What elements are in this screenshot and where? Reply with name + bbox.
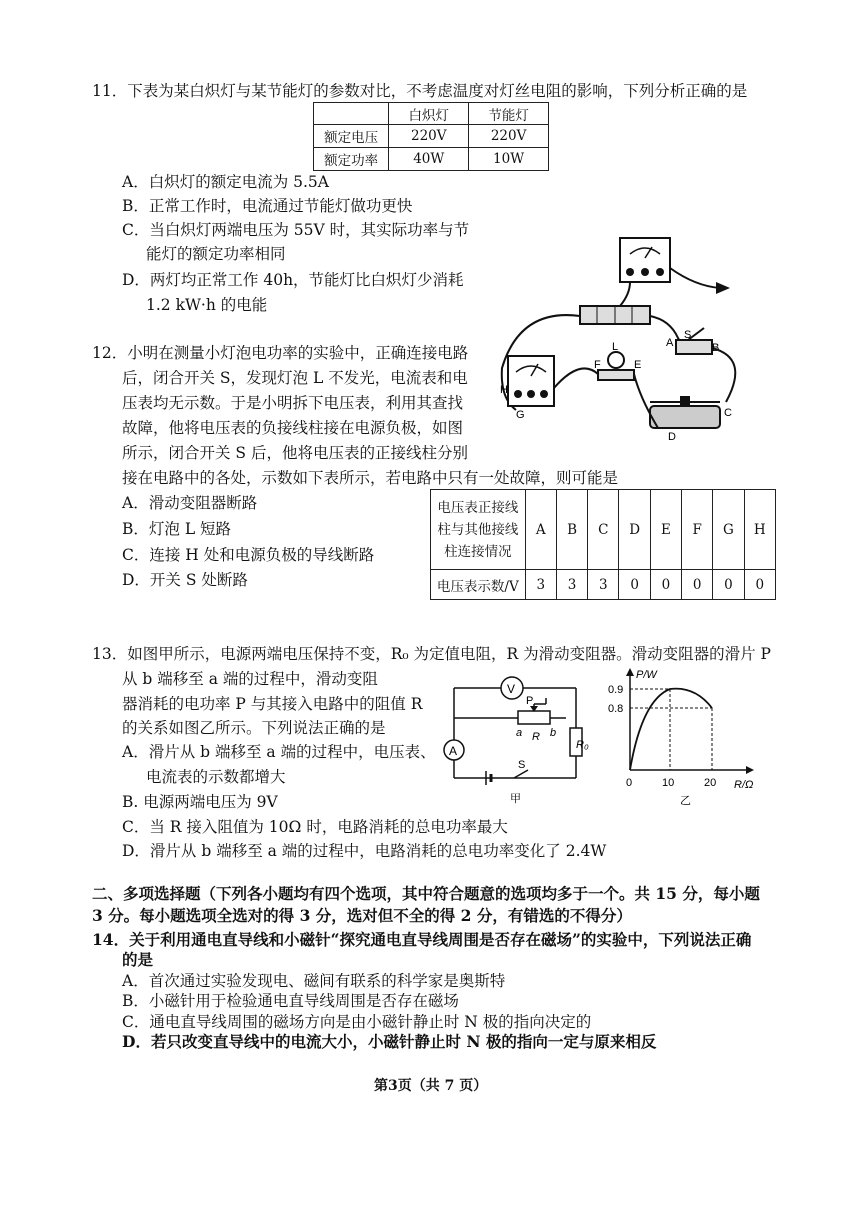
q13-circuit-jia (436, 668, 596, 808)
y-axis-label: P/W (636, 669, 657, 681)
q14-option-d: D．若只改变直导线中的电流大小，小磁针静止时 N 极的指向一定与原来相反 (122, 1032, 657, 1051)
label-c: C (724, 407, 732, 419)
q12-table-value: 0 (744, 570, 775, 600)
q11-table (313, 102, 549, 171)
q12-option-d: D．开关 S 处断路 (122, 571, 248, 589)
label-g: G (516, 409, 525, 421)
q13-option-c: C．当 R 接入阻值为 10Ω 时，电路消耗的总电功率最大 (122, 818, 508, 836)
label-f: F (594, 359, 601, 371)
label-b-end: b (550, 727, 557, 739)
q12-table-col: H (744, 490, 775, 570)
q11-table-cell: 额定电压 (314, 125, 389, 148)
label-h: H (500, 384, 508, 396)
q13-stem-2: 从 b 端移至 a 端的过程中，滑动变阻 (122, 670, 378, 688)
q12-voltage-table (430, 489, 776, 600)
q12-table-col: G (713, 490, 744, 570)
q13-option-b: B. 电源两端电压为 9V (122, 793, 278, 811)
q11-option-c: C．当白炽灯两端电压为 55V 时，其实际功率与节 (122, 221, 470, 239)
q12-table-col: E (650, 490, 681, 570)
q11-stem: 11．下表为某白炽灯与某节能灯的参数对比，不考虑温度对灯丝电阻的影响，下列分析正确的是 (92, 82, 748, 100)
q11-option-a: A．白炽灯的额定电流为 5.5A (122, 173, 329, 191)
q11-table-cell: 220V (469, 125, 549, 148)
q14-option-c: C．通电直导线周围的磁场方向是由小磁针静止时 N 极的指向决定的 (122, 1013, 592, 1031)
q12-table-col: B (556, 490, 587, 570)
q12-stem-5: 所示，闭合开关 S 后，他将电压表的正接线柱分别 (122, 444, 468, 462)
label-s: S (684, 329, 692, 341)
q11-table-header: 白炽灯 (389, 103, 469, 125)
q11-option-b: B．正常工作时，电流通过节能灯做功更快 (122, 197, 413, 215)
label-v: V (507, 682, 516, 696)
label-a-end: a (516, 727, 523, 739)
q12-table-head (431, 490, 526, 570)
q12-option-c: C．连接 H 处和电源负极的导线断路 (122, 546, 375, 564)
q11-table-corner (314, 103, 389, 125)
q13-graph-yi (600, 660, 770, 810)
y-tick-09: 0.9 (608, 684, 624, 696)
q12-table-head-line: 柱与其他接线 (437, 521, 519, 538)
q12-table-value: 0 (619, 570, 650, 600)
q12-table-value: 3 (525, 570, 556, 600)
q14-option-a: A．首次通过实验发现电、磁间有联系的科学家是奥斯特 (122, 972, 506, 990)
q11-option-c-cont: 能灯的额定功率相同 (146, 245, 286, 263)
q13-option-a: A．滑片从 b 端移至 a 端的过程中，电压表、 (122, 743, 436, 761)
label-e: E (634, 359, 642, 371)
q12-stem-6: 接在电路中的各处，示数如下表所示，若电路中只有一处故障，则可能是 (122, 469, 619, 487)
label-s: S (518, 759, 526, 771)
q12-table-col: A (525, 490, 556, 570)
q11-option-d: D．两灯均正常工作 40h，节能灯比白炽灯少消耗 (122, 271, 464, 289)
label-r: R (532, 731, 540, 743)
q13-option-a-cont: 电流表的示数都增大 (146, 768, 286, 786)
label-b: B (712, 342, 720, 354)
voltmeter-icon (508, 356, 554, 406)
x-tick-0: 0 (626, 777, 633, 789)
q12-option-a: A．滑动变阻器断路 (122, 494, 258, 512)
q12-table-col: C (588, 490, 619, 570)
q12-table-value: 3 (588, 570, 619, 600)
x-tick-20: 20 (704, 777, 717, 789)
q12-stem-2: 后，闭合开关 S，发现灯泡 L 不发光，电流表和电 (122, 369, 468, 387)
label-a: A (666, 337, 674, 349)
y-tick-08: 0.8 (608, 703, 624, 715)
q12-stem-3: 压表均无示数。于是小明拆下电压表，利用其查找 (122, 394, 464, 412)
q12-table-value: 0 (682, 570, 713, 600)
q13-stem-3: 器消耗的电功率 P 与其接入电路中的阻值 R (122, 695, 423, 713)
lamp-icon (608, 352, 624, 368)
section2-heading-cont: 3 分。每小题选项全选对的得 3 分，选对但不全的得 2 分，有错选的不得分） (92, 906, 632, 925)
rheostat-icon (650, 406, 720, 428)
q14-stem-2: 的是 (122, 950, 154, 969)
label-p: P (526, 695, 534, 707)
label-d: D (668, 431, 676, 443)
label-l: L (612, 341, 619, 353)
section2-heading: 二、多项选择题（下列各小题均有四个选项，其中符合题意的选项均多于一个。共 15 分，每小题 (92, 884, 760, 903)
q14-stem-1: 14．关于利用通电直导线和小磁针“探究通电直导线周围是否存在磁场”的实验中，下列说法正确 (92, 930, 752, 949)
switch-icon (676, 340, 712, 354)
rheostat-icon (518, 711, 550, 724)
q12-table-head-line: 电压表正接线 (437, 499, 519, 516)
page-footer: 第3页（共 7 页） (374, 1078, 488, 1094)
x-tick-10: 10 (662, 777, 675, 789)
q11-table-cell: 220V (389, 125, 469, 148)
q12-table-row-label: 电压表示数/V (431, 570, 526, 600)
caption-yi: 乙 (680, 795, 691, 807)
q12-table-value: 3 (556, 570, 587, 600)
label-ammeter-a: A (449, 744, 458, 758)
q13-option-d: D．滑片从 b 端移至 a 端的过程中，电路消耗的总电功率变化了 2.4W (122, 842, 607, 860)
q11-option-d-cont: 1.2 kW·h 的电能 (146, 296, 268, 314)
q12-table-head-line: 柱连接情况 (444, 543, 512, 560)
q12-table-value: 0 (650, 570, 681, 600)
q11-table-cell: 额定功率 (314, 148, 389, 171)
q13-stem-1: 13．如图甲所示，电源两端电压保持不变，R₀ 为定值电阻，R 为滑动变阻器。滑动变阻器的滑片 P (92, 645, 771, 663)
q11-table-header: 节能灯 (469, 103, 549, 125)
x-axis-label: R/Ω (734, 779, 754, 791)
q12-option-b: B．灯泡 L 短路 (122, 520, 232, 538)
q12-stem-4: 故障，他将电压表的负接线柱接在电源负极，如图 (122, 419, 464, 437)
lamp-base-icon (598, 370, 634, 380)
q11-table-cell: 10W (469, 148, 549, 171)
caption-jia: 甲 (510, 793, 521, 805)
q12-table-value: 0 (713, 570, 744, 600)
q11-table-cell: 40W (389, 148, 469, 171)
switch-icon (514, 770, 528, 778)
q12-circuit-figure (480, 228, 760, 450)
q14-option-b: B．小磁针用于检验通电直导线周围是否存在磁场 (122, 992, 459, 1010)
q12-stem-1: 12．小明在测量小灯泡电功率的实验中，正确连接电路 (92, 344, 469, 362)
q12-table-col: D (619, 490, 650, 570)
power-curve (630, 689, 712, 770)
q13-stem-4: 的关系如图乙所示。下列说法正确的是 (122, 719, 386, 737)
label-r0: R₀ (576, 739, 589, 751)
q12-table-col: F (682, 490, 713, 570)
